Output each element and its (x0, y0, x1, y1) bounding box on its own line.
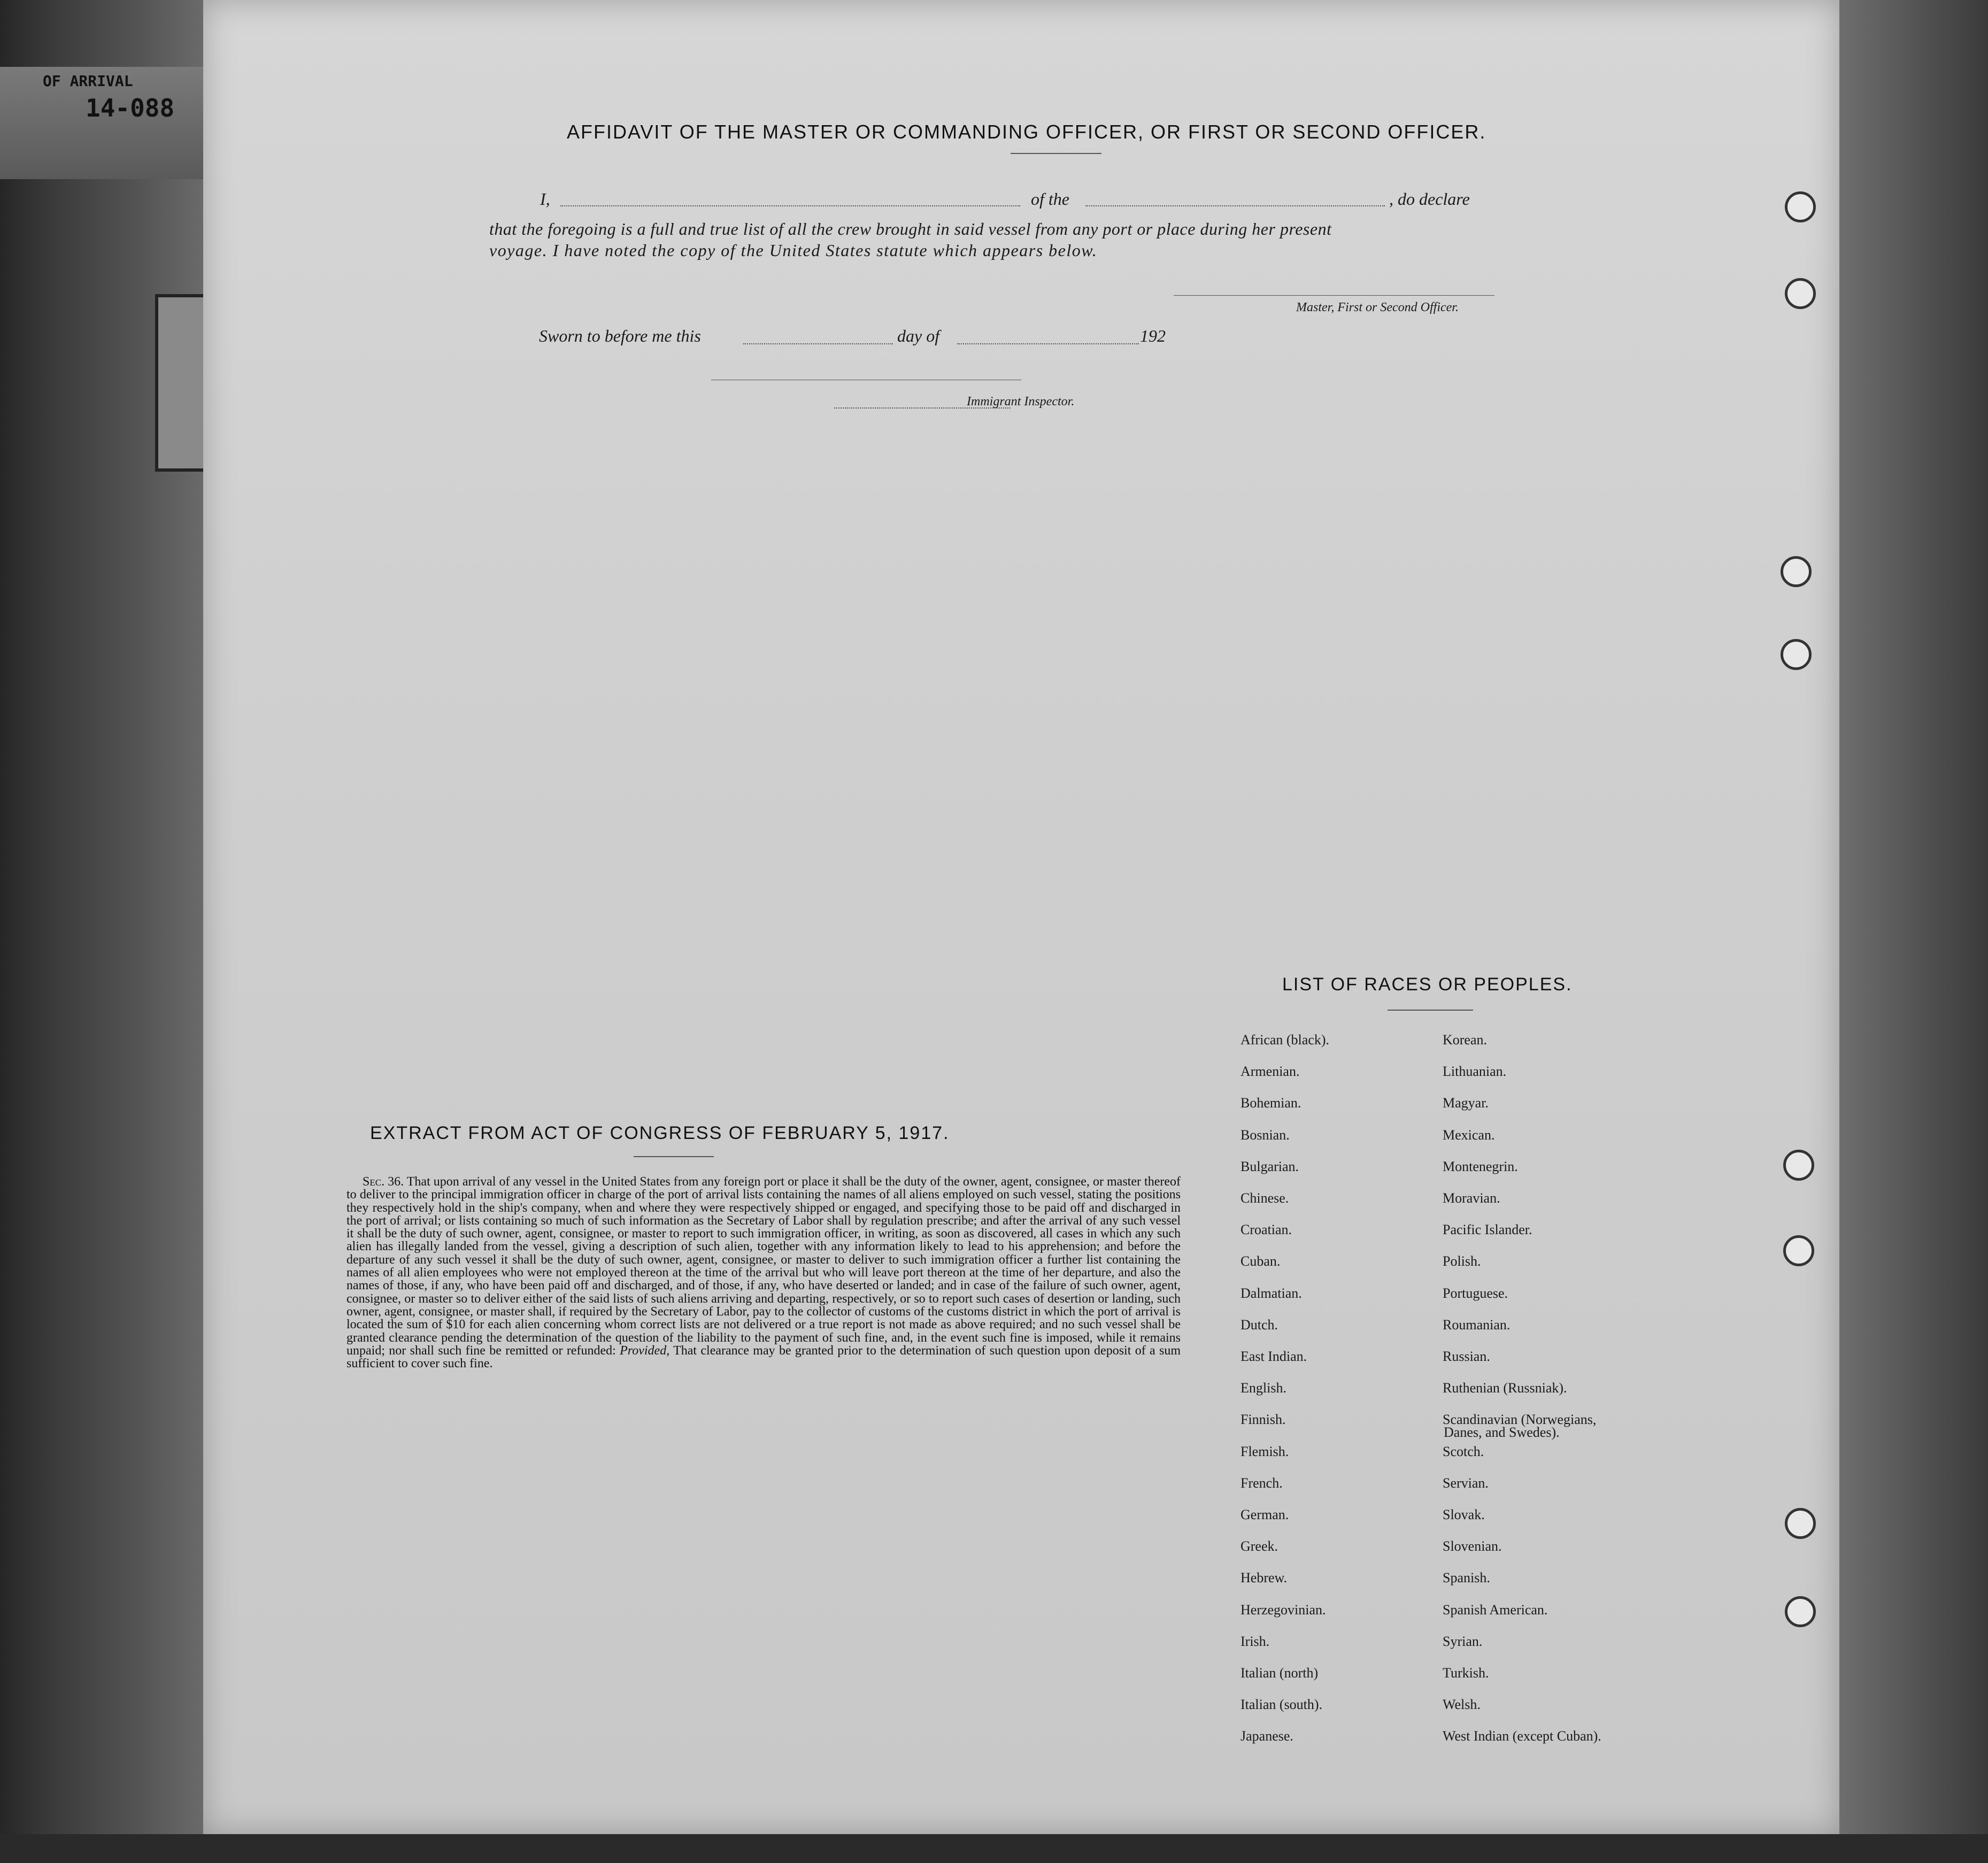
race-item: East Indian. (1240, 1349, 1307, 1364)
race-item: Syrian. (1443, 1634, 1483, 1649)
officer-name-line (560, 205, 1020, 206)
sworn-month-line (957, 343, 1139, 344)
race-item: Moravian. (1443, 1190, 1500, 1206)
affidavit-of-the-label: of the (1031, 189, 1069, 209)
race-item: English. (1240, 1380, 1286, 1396)
stamp-line-2: 14-088 (86, 94, 175, 122)
race-item: Dalmatian. (1240, 1285, 1302, 1301)
race-item: Portuguese. (1443, 1285, 1508, 1301)
race-item: Dutch. (1240, 1317, 1278, 1333)
year-label: 192 (1140, 326, 1166, 345)
race-item: Herzegovinian. (1240, 1602, 1326, 1618)
stamp-line-1: OF ARRIVAL (43, 72, 133, 90)
punch-hole-icon (1783, 1150, 1814, 1181)
day-of-label: day of (897, 326, 940, 345)
race-item: Polish. (1443, 1253, 1481, 1269)
scan-background-left (0, 0, 203, 1863)
race-item: German. (1240, 1507, 1289, 1522)
punch-hole-icon (1781, 556, 1812, 587)
race-item: Mexican. (1443, 1127, 1495, 1143)
sworn-day-line (743, 343, 893, 344)
race-item: Spanish. (1443, 1570, 1490, 1585)
race-item: Spanish American. (1443, 1602, 1548, 1618)
sworn-label: Sworn to before me this (539, 326, 701, 345)
affidavit-title: AFFIDAVIT OF THE MASTER OR COMMANDING OFFICER, OR FIRST OR SECOND OFFICER. (567, 121, 1486, 143)
punch-hole-icon (1785, 191, 1816, 222)
race-item: West Indian (except Cuban). (1443, 1728, 1601, 1744)
race-item: Scotch. (1443, 1444, 1484, 1459)
race-item: Servian. (1443, 1475, 1489, 1491)
race-item: Japanese. (1240, 1728, 1293, 1744)
race-item: Scandinavian (Norwegians, (1443, 1412, 1597, 1427)
inspector-label: Immigrant Inspector. (967, 395, 1075, 409)
race-item: Slovak. (1443, 1507, 1485, 1522)
race-item: Flemish. (1240, 1444, 1289, 1459)
races-title: LIST OF RACES OR PEOPLES. (1282, 974, 1573, 995)
punch-hole-icon (1783, 1235, 1814, 1266)
races-title-rule (1388, 1010, 1473, 1011)
extract-section-label: Sec. 36. (363, 1175, 404, 1189)
race-item: African (black). (1240, 1032, 1330, 1048)
extract-body (346, 1175, 1181, 1370)
race-item: Bosnian. (1240, 1127, 1290, 1143)
race-item: Finnish. (1240, 1412, 1286, 1427)
race-item: Ruthenian (Russniak). (1443, 1380, 1567, 1396)
scan-background-right (1839, 0, 1988, 1863)
scan-background-bottom (0, 1834, 1988, 1863)
race-item: Italian (north) (1240, 1665, 1319, 1681)
race-item: Magyar. (1443, 1095, 1489, 1111)
punch-hole-icon (1785, 278, 1816, 309)
race-item: Roumanian. (1443, 1317, 1511, 1333)
affidavit-title-rule (1011, 153, 1101, 154)
extract-title-rule (634, 1156, 714, 1157)
punch-hole-icon (1781, 639, 1812, 670)
side-stamp-box (155, 294, 206, 472)
race-item: Slovenian. (1443, 1538, 1502, 1554)
race-item: Korean. (1443, 1032, 1488, 1048)
extract-provided-label: Provided, (620, 1343, 670, 1358)
extract-body-text: That upon arrival of any vessel in the United States from any foreign port or place it shall be the duty of the owner, agent, consignee, or master thereof to deliver to the principal immigration officer in charge of the port of arrival lists containing the names of all aliens employed on such vessel, stating the positions they respectively hold in the ship's company, when and where they were respectively shipped or engaged, and specifying those to be paid off and discharged in the port of arrival; or lists containing so much of such information as the Secretary of Labor shall by regulation prescribe; and after the arrival of any such vessel it shall be the duty of such owner, agent, consignee, or master to report to such immigration officer, in writing, as soon as discovered, all cases in which any such alien has illegally landed from the vessel, giving a description of such alien, together with any information likely to lead to his apprehension; and before the departure of any such vessel it shall be the duty of such owner, agent, consignee, or master to deliver to such immigration officer a further list containing the names of all alien employees who were not employed thereon at the time of the arrival but who will leave port thereon at the time of her departure, and also the names of those, if any, who have been paid off and discharged, and of those, if any, who have deserted or landed; and in case of the failure of such owner, agent, consignee, or master so to deliver either of the said lists of such aliens arriving and departing, respectively, or so to report such cases of desertion or landing, such owner, agent, consignee, or master shall, if required by the Secretary of Labor, pay to the collector of customs of the customs district in which the port of arrival is located the sum of $10 for each alien concerning whom correct lists are not delivered or a true report is not made as above required; and no such vessel shall be granted clearance pending the determination of the question of the liability to the payment of such fine, and, in the event such fine is imposed, while it remains unpaid; nor shall such fine be remitted or refunded: (346, 1175, 1181, 1358)
punch-hole-icon (1785, 1508, 1816, 1539)
race-item: Chinese. (1240, 1190, 1289, 1206)
affidavit-statement-line-3: voyage. I have noted the copy of the United States statute which appears below. (489, 241, 1098, 260)
master-signature-label: Master, First or Second Officer. (1296, 301, 1459, 314)
race-item-continued: Danes, and Swedes). (1444, 1425, 1560, 1440)
race-item: Cuban. (1240, 1253, 1281, 1269)
extract-title: EXTRACT FROM ACT OF CONGRESS OF FEBRUARY 5, 1917. (370, 1123, 950, 1143)
race-item: Italian (south). (1240, 1697, 1323, 1712)
race-item: Turkish. (1443, 1665, 1489, 1681)
race-item: Montenegrin. (1443, 1159, 1518, 1174)
arrival-stamp (0, 67, 203, 179)
race-item: Greek. (1240, 1538, 1278, 1554)
race-item: French. (1240, 1475, 1283, 1491)
race-item: Bohemian. (1240, 1095, 1301, 1111)
punch-hole-icon (1785, 1596, 1816, 1627)
race-item: Russian. (1443, 1349, 1490, 1364)
race-item: Irish. (1240, 1634, 1270, 1649)
race-item: Armenian. (1240, 1064, 1300, 1079)
affidavit-i-label: I, (540, 189, 550, 209)
vessel-name-line (1085, 205, 1385, 206)
race-item: Welsh. (1443, 1697, 1481, 1712)
race-item: Lithuanian. (1443, 1064, 1507, 1079)
manifest-page (203, 0, 1839, 1834)
race-item: Pacific Islander. (1443, 1222, 1532, 1237)
race-item: Croatian. (1240, 1222, 1292, 1237)
race-item: Hebrew. (1240, 1570, 1288, 1585)
affidavit-statement-line-2: that the foregoing is a full and true list of all the crew brought in said vessel from any port or place during her present (489, 219, 1332, 238)
affidavit-declare-label: , do declare (1389, 189, 1470, 209)
extract-body-end: That clearance may be granted prior to the determination of such question upon deposit of a sum sufficient to cover such fine. (346, 1343, 1181, 1371)
race-item: Bulgarian. (1240, 1159, 1299, 1174)
master-signature-line (1174, 295, 1494, 296)
